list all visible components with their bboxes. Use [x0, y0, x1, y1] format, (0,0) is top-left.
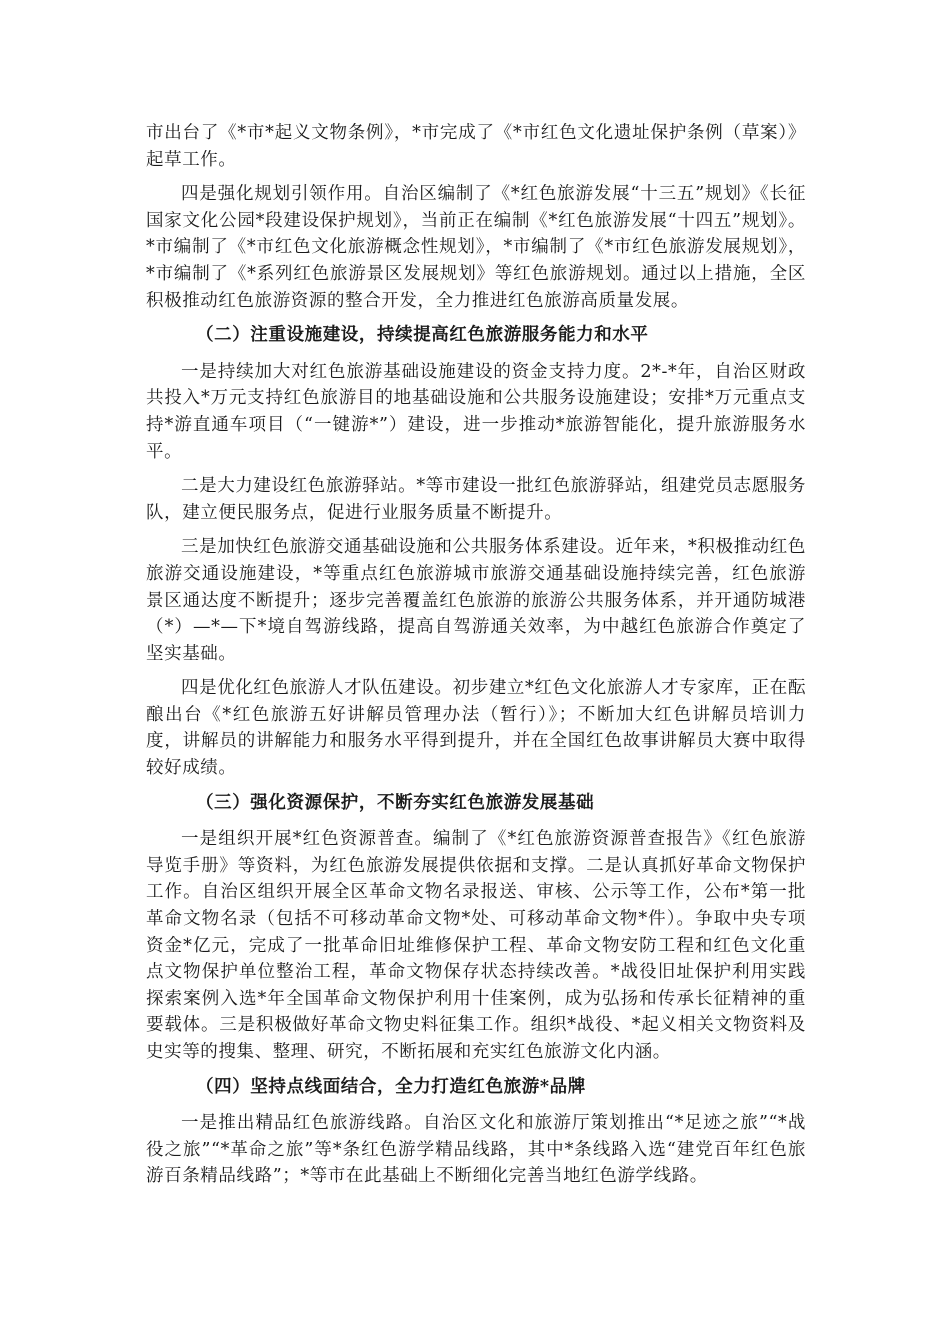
paragraph-resources: 一是组织开展*红色资源普查。编制了《*红色旅游资源普查报告》《红色旅游导览手册》等资料，为红色旅游发展提供依据和支撑。二是认真抓好革命文物保护工作。自治区组织开展全区革命文物名录报送、审核、公示等工作，公布*第一批革命文物名录（包括不可移动革命文物*处、可移动革命文物*件）。争取中央专项资金*亿元，完成了一批革命旧址维修保护工程、革命文物安防工程和红色文化重点文物保护单位整治工程，革命文物保存状态持续改善。*战役旧址保护利用实践探索案例入选*年全国革命文物保护利用十佳案例，成为弘扬和传承长征精神的重要载体。三是积极做好革命文物史料征集工作。组织*战役、*起义相关文物资料及史实等的搜集、整理、研究，不断拓展和充实红色旅游文化内涵。: [146, 829, 806, 1062]
paragraph-planning: 四是强化规划引领作用。自治区编制了《*红色旅游发展“十三五”规划》《长征国家文化公园*段建设保护规划》，当前正在编制《*红色旅游发展“十四五”规划》。*市编制了《*市红色文化旅游概念性规划》，*市编制了《*市红色旅游发展规划》，*市编制了《*系列红色旅游景区发展规划》等红色旅游规划。通过以上措施，全区积极推动红色旅游资源的整合开发，全力推进红色旅游高质量发展。: [146, 184, 806, 311]
paragraph-transport: 三是加快红色旅游交通基础设施和公共服务体系建设。近年来，*积极推动红色旅游交通设施建设，*等重点红色旅游城市旅游交通基础设施持续完善，红色旅游景区通达度不断提升；逐步完善覆盖红色旅游的旅游公共服务体系，并开通防城港（*）—*—下*境自驾游线路，提高自驾游通关效率，为中越红色旅游合作奠定了坚实基础。: [146, 537, 806, 664]
paragraph-routes: 一是推出精品红色旅游线路。自治区文化和旅游厅策划推出“*足迹之旅”“*战役之旅”“*革命之旅”等*条红色游学精品线路，其中*条线路入选“建党百年红色旅游百条精品线路”；*等市在此基础上不断细化完善当地红色游学线路。: [146, 1113, 806, 1187]
section-heading-2: （二）注重设施建设，持续提高红色旅游服务能力和水平: [196, 325, 649, 346]
document-page: [146, 120, 806, 1198]
section-heading-4: （四）坚持点线面结合，全力打造红色旅游*品牌: [196, 1076, 586, 1097]
paragraph-talent: 四是优化红色旅游人才队伍建设。初步建立*红色文化旅游人才专家库，正在酝酿出台《*红色旅游五好讲解员管理办法（暂行）》；不断加大红色讲解员培训力度，讲解员的讲解能力和服务水平得到提升，并在全国红色故事讲解员大赛中取得较好成绩。: [146, 678, 806, 779]
paragraph-continuation: 市出台了《*市*起义文物条例》，*市完成了《*市红色文化遗址保护条例（草案）》起草工作。: [146, 123, 806, 170]
paragraph-stations: 二是大力建设红色旅游驿站。*等市建设一批红色旅游驿站，组建党员志愿服务队，建立便民服务点，促进行业服务质量不断提升。: [146, 476, 806, 523]
paragraph-funding: 一是持续加大对红色旅游基础设施建设的资金支持力度。2*-*年，自治区财政共投入*万元支持红色旅游目的地基础设施和公共服务设施建设；安排*万元重点支持*游直通车项目（“一键游*”）建设，进一步推动*旅游智能化，提升旅游服务水平。: [146, 361, 806, 462]
section-heading-3: （三）强化资源保护，不断夯实红色旅游发展基础: [196, 792, 595, 813]
